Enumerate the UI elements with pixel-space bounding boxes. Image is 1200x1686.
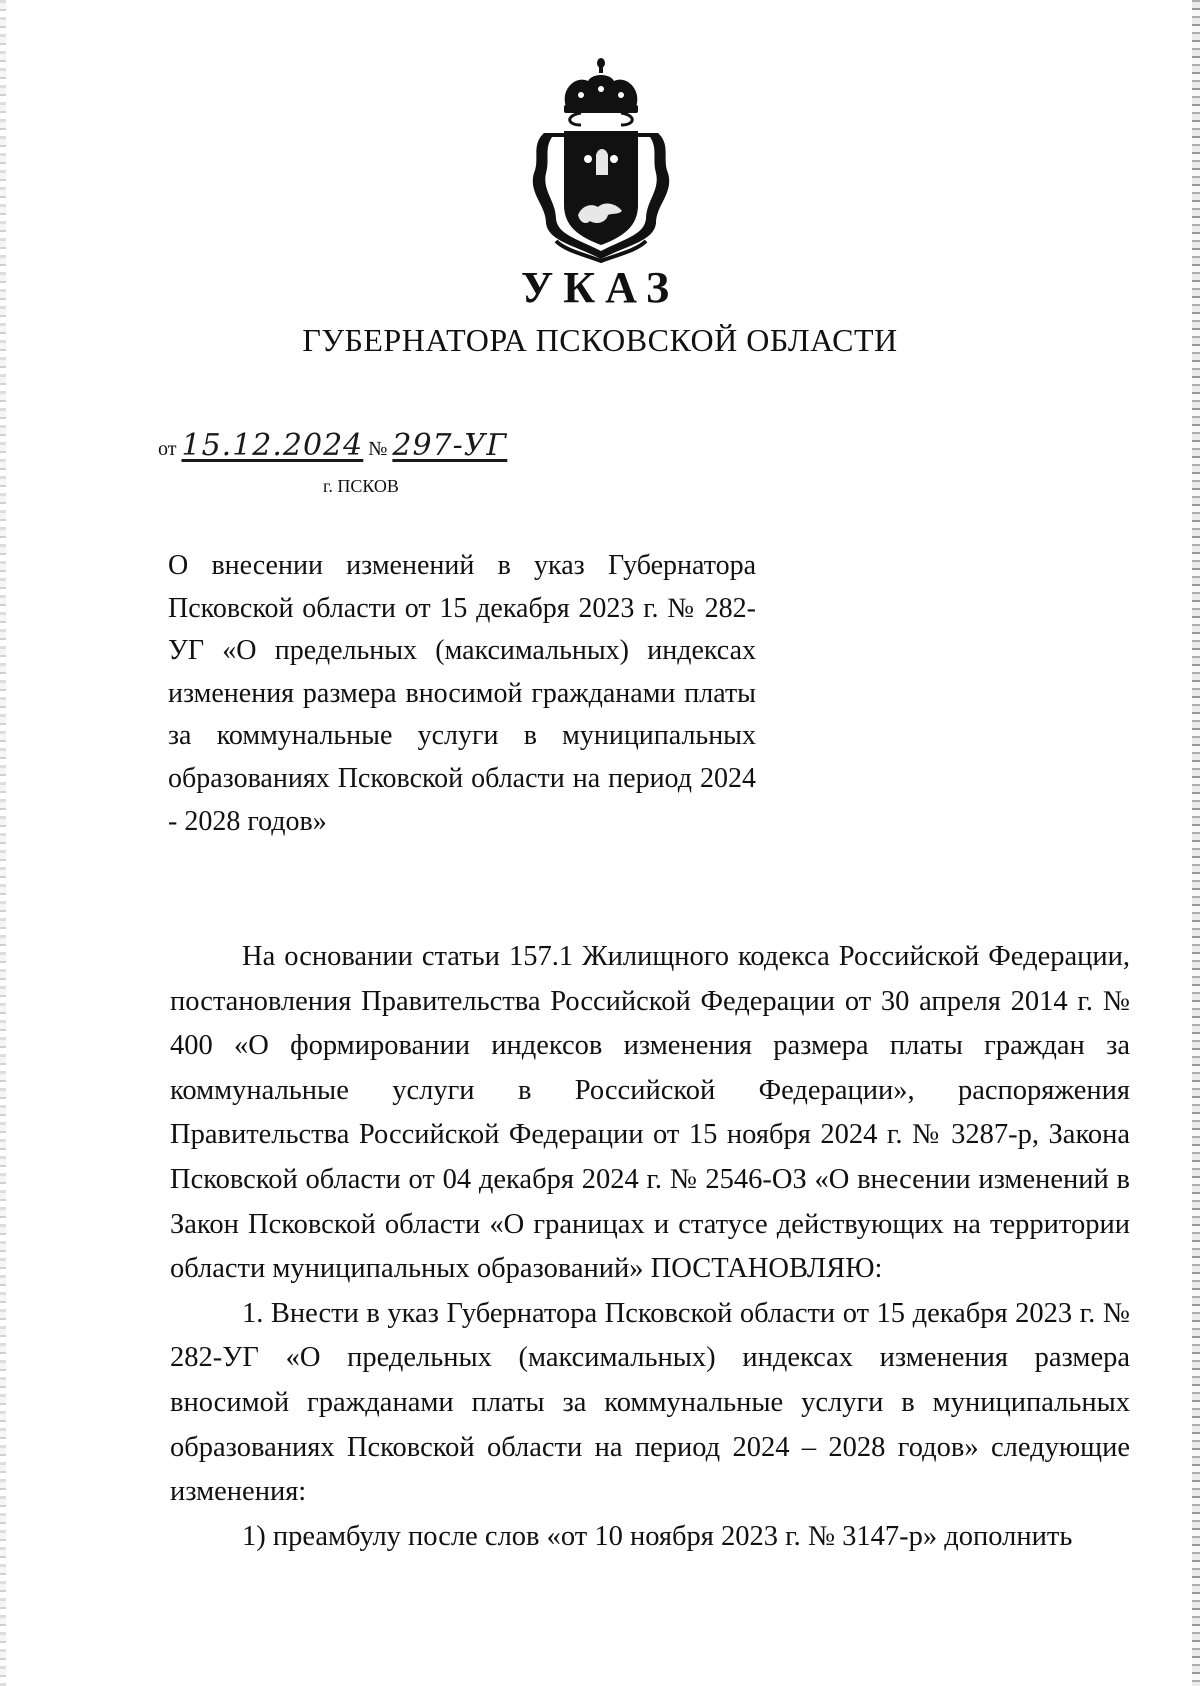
- document-subtitle: ГУБЕРНАТОРА ПСКОВСКОЙ ОБЛАСТИ: [302, 322, 898, 358]
- document-title: УКАЗ: [520, 263, 680, 312]
- date-number-line: [158, 428, 507, 463]
- scan-edge-right: [1192, 0, 1200, 1686]
- paragraph-item-1: 1. Внести в указ Губернатора Псковской области от 15 декабря 2023 г. № 282-УГ «О предельных (максимальных) индексах изменения размера вносимой гражданами платы за коммунальные услуги в муниципальных образованиях Псковской области на период 2024 – 2028 годов» следующие изменения:: [170, 1297, 1130, 1508]
- document-body: [170, 935, 1130, 1559]
- document-subject: [168, 545, 756, 843]
- document-number: 297-УГ: [392, 428, 508, 463]
- document-city: г. ПСКОВ: [323, 476, 399, 496]
- paragraph-subitem-1: 1) преамбулу после слов «от 10 ноября 2023 г. № 3147-р» дополнить: [242, 1520, 1073, 1552]
- date-prefix: от: [158, 438, 177, 460]
- subject-text: О внесении изменений в указ Губернатора Псковской области от 15 декабря 2023 г. № 282-УГ «О предельных (максимальных) индексах изменения размера вносимой гражданами платы за коммунальные услуги в муниципальных образованиях Псковской области на период 2024 - 2028 годов»: [168, 550, 756, 837]
- document-date: 15.12.2024: [181, 428, 364, 463]
- number-prefix: №: [368, 438, 388, 460]
- scan-edge-left: [0, 0, 6, 1686]
- coat-of-arms-icon: [526, 55, 676, 265]
- paragraph-preamble: На основании статьи 157.1 Жилищного кодекса Российской Федерации, постановления Правительства Российской Федерации от 30 апреля 2014 г. № 400 «О формировании индексов изменения размера платы граждан за коммунальные услуги в Российской Федерации», распоряжения Правительства Российской Федерации от 15 ноября 2024 г. № 3287-р, Закона Псковской области от 04 декабря 2024 г. № 2546-ОЗ «О внесении изменений в Закон Псковской области «О границах и статусе действующих на территории области муниципальных образований» ПОСТАНОВЛЯЮ:: [170, 941, 1130, 1285]
